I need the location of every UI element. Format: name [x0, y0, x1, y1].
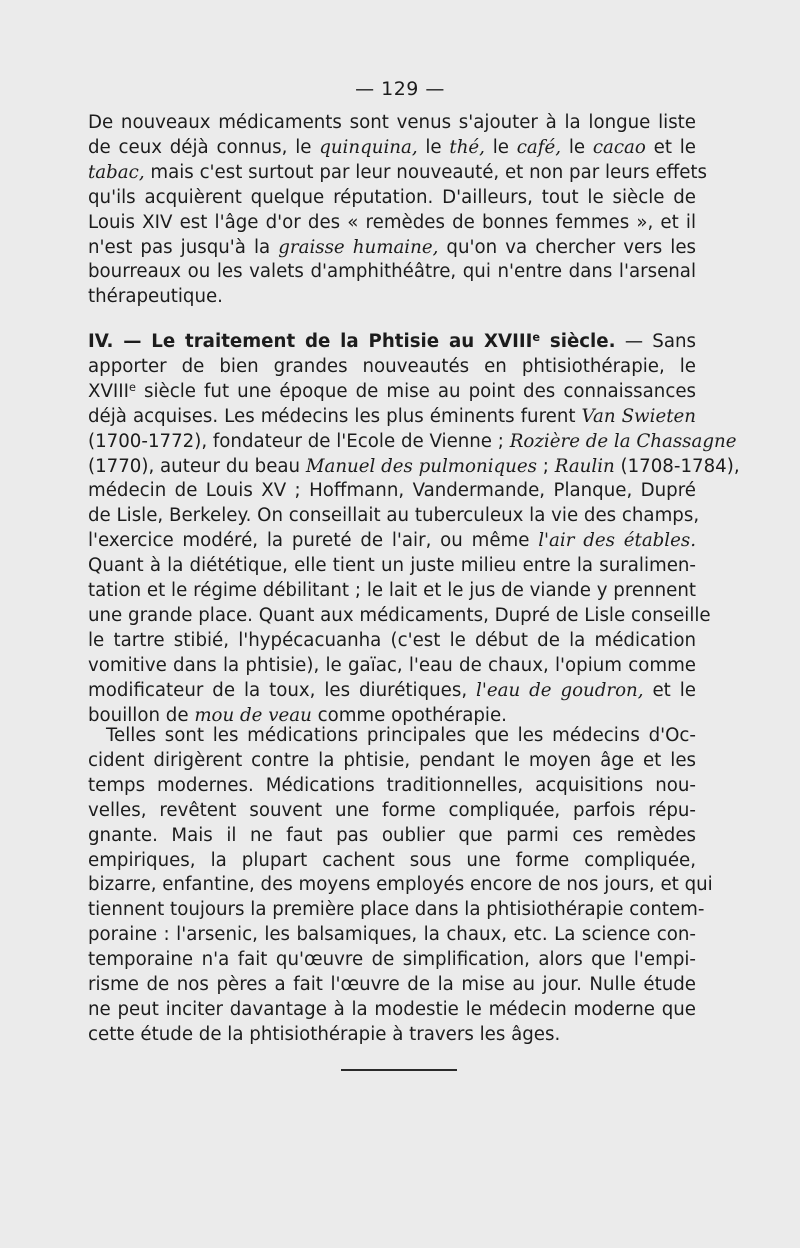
text-run: (1770), auteur du beau	[88, 455, 306, 477]
text-run: de Lisle, Berkeley. On conseillait au tuberculeux la vie des champs,	[88, 505, 700, 527]
text-line	[88, 679, 696, 704]
text-line	[88, 330, 696, 355]
text-line	[88, 749, 696, 774]
text-run: une grande place. Quant aux médicaments, Dupré de Lisle conseille	[88, 604, 711, 626]
text-line	[88, 554, 696, 579]
text-run: poraine : l'arsenic, les balsamiques, la chaux, etc. La science con-	[88, 924, 696, 946]
text-run: cident dirigèrent contre la phtisie, pendant le moyen âge et les	[88, 749, 696, 771]
text-run: Telles sont les médications principales que les médecins d'Oc-	[106, 725, 696, 746]
text-run: thé,	[449, 136, 485, 158]
text-run: temporaine n'a fait qu'œuvre de simplification, alors que l'empi-	[88, 949, 696, 971]
text-run: médecin de Louis XV ; Hoffmann, Vandermande, Planque, Dupré	[88, 480, 696, 502]
text-line	[88, 504, 700, 529]
text-run: Rozière de la Chassagne	[509, 430, 737, 452]
text-line	[88, 629, 696, 654]
text-run: Manuel des pulmoniques	[305, 455, 537, 477]
text-line	[88, 455, 740, 480]
text-line	[88, 873, 713, 898]
text-run: e	[129, 380, 136, 394]
text-run: quinquina,	[319, 136, 418, 158]
text-run: l'exercice modéré, la pureté de l'air, ou même	[88, 530, 539, 552]
text-run: vomitive dans la phtisie), le gaïac, l'eau de chaux, l'opium comme	[88, 654, 696, 676]
text-line	[88, 430, 737, 455]
text-run: le tartre stibié, l'hypécacuanha (c'est le début de la médication	[88, 629, 696, 651]
text-run: thérapeutique.	[88, 286, 223, 308]
text-run: de ceux déjà connus, le	[88, 136, 320, 158]
text-line	[88, 355, 696, 380]
text-line	[88, 898, 705, 923]
text-run: l'air des étables.	[538, 530, 696, 552]
text-run: qu'on va chercher vers les	[438, 236, 696, 258]
text-run: risme de nos pères a fait l'œuvre de la mise au jour. Nulle étude	[88, 974, 696, 996]
text-run: temps modernes. Médications traditionnelles, acquisitions nou-	[88, 774, 696, 796]
text-line	[88, 654, 696, 679]
text-run: De nouveaux médicaments sont venus s'ajouter à la longue liste	[88, 112, 696, 133]
text-run: graisse humaine,	[278, 236, 439, 258]
text-line	[88, 604, 711, 629]
text-run: e	[532, 330, 541, 344]
text-run: le	[561, 136, 593, 158]
text-line	[88, 111, 696, 136]
text-run: Quant à la diététique, elle tient un juste milieu entre la suralimen-	[88, 555, 696, 577]
text-run: comme opothérapie.	[311, 704, 507, 726]
text-run: Louis XIV est l'âge d'or des « remèdes de bonnes femmes », et il	[88, 211, 696, 233]
text-line	[88, 579, 696, 604]
text-line	[88, 211, 696, 236]
text-run: l'eau de goudron,	[476, 679, 644, 701]
text-line	[88, 529, 696, 554]
end-rule	[341, 1069, 457, 1071]
text-run: modificateur de la toux, les diurétiques,	[88, 679, 477, 701]
section-iv-paragraph	[88, 330, 740, 729]
text-run: gnante. Mais il ne faut pas oublier que parmi ces remèdes	[88, 824, 696, 846]
text-line	[88, 236, 696, 261]
text-run: apporter de bien grandes nouveautés en phtisiothérapie, le	[88, 355, 696, 377]
text-run: et le	[645, 136, 696, 158]
text-run: déjà acquises. Les médecins les plus éminents furent	[88, 405, 582, 427]
text-run: tabac,	[88, 161, 145, 183]
text-line	[88, 260, 696, 285]
text-run: le	[417, 136, 450, 158]
text-run: café,	[516, 136, 562, 158]
text-run: siècle fut une époque de mise au point des connaissances	[135, 380, 696, 402]
text-line	[88, 479, 696, 504]
text-line	[88, 380, 696, 405]
text-run: ne peut inciter davantage à la modestie le médecin moderne que	[88, 998, 696, 1020]
text-line	[88, 799, 696, 824]
text-run: — Sans	[615, 331, 696, 352]
paragraph-conclusion	[88, 724, 713, 1048]
text-line	[88, 948, 696, 973]
text-line	[88, 973, 696, 998]
text-line	[88, 923, 696, 948]
text-run: empiriques, la plupart cachent sous une forme compliquée,	[88, 849, 696, 871]
text-run: (1708-1784),	[614, 455, 740, 477]
text-run: (1700-1772), fondateur de l'Ecole de Vienne ;	[88, 430, 510, 452]
text-run: cette étude de la phtisiothérapie à travers les âges.	[88, 1023, 561, 1045]
text-run: bourreaux ou les valets d'amphithéâtre, qui n'entre dans l'arsenal	[88, 261, 696, 283]
text-run: et le	[643, 679, 696, 701]
text-run: siècle.	[540, 331, 616, 352]
text-run: cacao	[592, 136, 646, 158]
text-line	[88, 186, 696, 211]
text-line	[88, 285, 696, 310]
text-run: bouillon de	[88, 704, 195, 726]
text-run: XVIII	[88, 380, 129, 402]
text-run: mais c'est surtout par leur nouveauté, et non par leurs effets	[144, 161, 708, 183]
paragraph-remedies	[88, 111, 708, 310]
text-line	[88, 774, 696, 799]
text-line	[88, 405, 696, 430]
text-run: velles, revêtent souvent une forme compliquée, parfois répu-	[88, 799, 696, 821]
text-line	[88, 998, 696, 1023]
text-run: Van Swieten	[581, 405, 696, 427]
text-line	[88, 136, 696, 161]
text-run: tation et le régime débilitant ; le lait et le jus de viande y prennent	[88, 580, 696, 602]
text-line	[88, 849, 696, 874]
text-run: ;	[537, 455, 555, 477]
text-line	[88, 1023, 696, 1048]
text-line	[88, 161, 708, 186]
page-number: — 129 —	[355, 78, 445, 100]
text-run: qu'ils acquièrent quelque réputation. D'ailleurs, tout le siècle de	[88, 186, 696, 208]
text-run: mou de veau	[194, 704, 312, 726]
text-run: tiennent toujours la première place dans la phtisiothérapie contem-	[88, 899, 705, 921]
text-run: Raulin	[554, 455, 615, 477]
text-run: IV. — Le traitement de la Phtisie au XVIII	[88, 331, 533, 352]
text-run: bizarre, enfantine, des moyens employés encore de nos jours, et qui	[88, 874, 713, 896]
text-run: le	[484, 136, 517, 158]
text-line	[88, 724, 696, 749]
text-line	[88, 824, 696, 849]
text-run: n'est pas jusqu'à la	[88, 236, 279, 258]
